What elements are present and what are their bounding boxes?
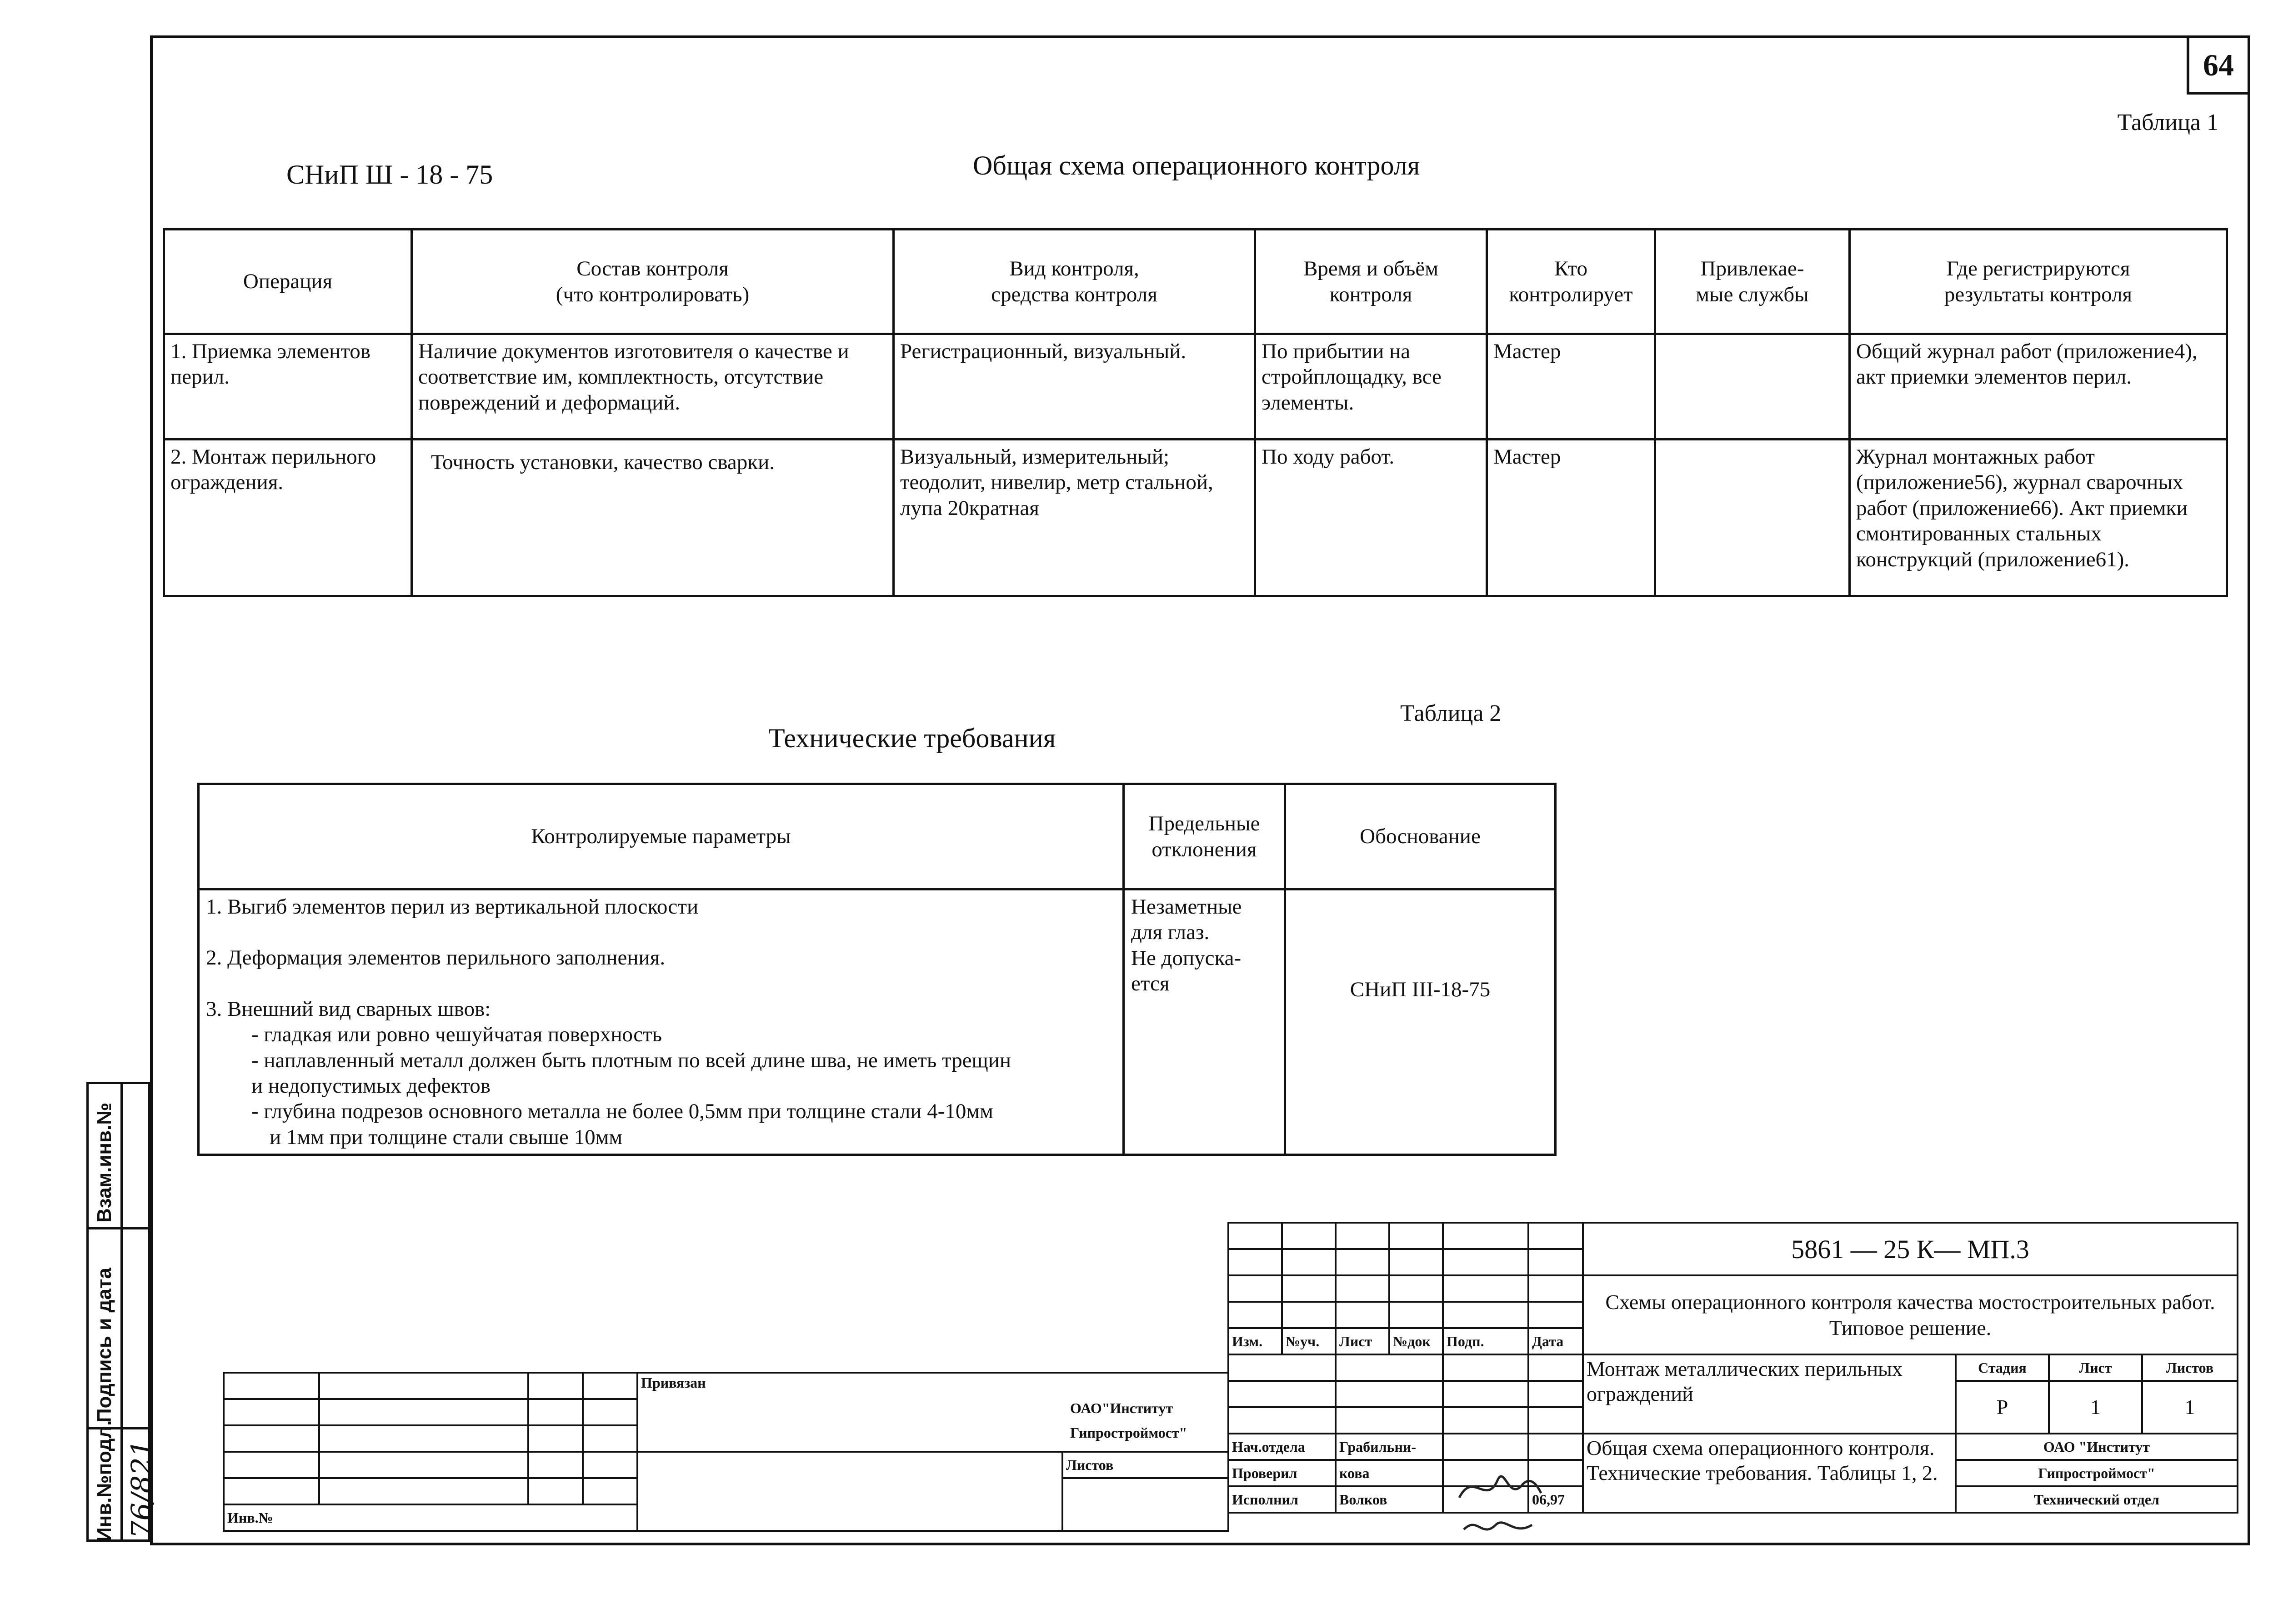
doc-title: Схемы операционного контроля качества мостостроительных работ. Типовое решение. [1583,1275,2238,1354]
deviation-cell: Незаметные для глаз. Не допуска-ется [1124,889,1285,1155]
signature-marks [1455,1461,1546,1543]
col-header: Где регистрируются результаты контроля [1850,230,2227,334]
stage: Р [1956,1381,2049,1434]
col-header: Время и объём контроля [1255,230,1487,334]
col-header: Кто контролирует [1487,230,1655,334]
table2-title: Технические требования [768,723,1056,753]
title-block: 5861 — 25 К— МП.3 Схемы операционного контроля качества мостостроительных работ. Типовое решение. Изм. №уч. Лист №док Подп. Дата Монтаж металлических перильных ограждений Стадия Лист Листов Р 1 1 Нач.отдела Грабильни- Общая схема операционного контроля. Технические требования. Таблицы 1, 2. ОАО "Институт Проверил кова Гипростроймост" Исполнил Волков 06,97 Технический отдел [1227,1222,2238,1514]
table1-caption: Таблица 1 [2117,110,2218,135]
signature-2 [1464,1523,1532,1529]
side-label-sign: Подпись и дата [93,1268,115,1423]
signature-1 [1459,1476,1541,1498]
sheet-title: Общая схема операционного контроля. Технические требования. Таблицы 1, 2. [1583,1434,1956,1513]
col-header: Контролируемые параметры [199,784,1124,889]
sheet: 1 [2049,1381,2142,1434]
table2-caption: Таблица 2 [1400,700,1502,726]
operational-control-table [163,228,2228,597]
side-label-inv: Инв.№подл. [93,1420,115,1542]
col-header: Предельные отклонения [1124,784,1285,889]
doc-code: СНиП Ш - 18 - 75 [286,160,493,190]
basis-cell: СНиП III-18-75 [1285,889,1556,1155]
binding-stamp: Привязан ОАО"Институт Гипростроймост" Листов Инв.№ [223,1372,1229,1532]
params-cell: 1. Выгиб элементов перил из вертикальной плоскости 2. Деформация элементов перильного заполнения. 3. Внешний вид сварных швов: - гладкая или ровно чешуйчатая поверхность - наплавленный металл должен быть плотным по всей длине шва, не иметь трещин и недопустимых дефектов - глубина подрезов основного металла не более 0,5мм при толщине стали 4-10мм и 1мм при толщине стали свыше 10мм [199,889,1124,1155]
table-row [199,889,1556,1155]
inv-label: Инв.№ [224,1504,637,1531]
col-header: Состав контроля (что контролировать) [412,230,894,334]
col-header: Операция [164,230,412,334]
col-header: Обоснование [1285,784,1556,889]
table1-title: Общая схема операционного контроля [973,150,1420,180]
section-name: Монтаж металлических перильных ограждений [1583,1354,1956,1434]
side-inv-number: 76/821 [125,1439,158,1539]
side-label-replace: Взам.инв.№ [93,1102,115,1223]
sheets: 1 [2142,1381,2238,1434]
technical-requirements-table [197,783,1557,1156]
table-row: 2. Монтаж перильного ограждения. Точность установки, качество сварки. Визуальный, измерительный; теодолит, нивелир, метр стальной, лупа 20кратная По ходу работ. Мастер Журнал монтажных работ (приложение56), журнал сварочных работ (приложение66). Акт приемки смонтированных стальных конструкций (приложение61). [164,440,2227,596]
bound-cell: Привязан ОАО"Институт Гипростроймост" [637,1373,1228,1452]
col-header: Вид контроля, средства контроля [894,230,1255,334]
doc-number: 5861 — 25 К— МП.3 [1583,1223,2238,1275]
page-number: 64 [2187,35,2250,95]
col-header: Привлекае- мые службы [1655,230,1850,334]
date-written: 06,97 [1528,1486,1583,1513]
table-row: 1. Приемка элементов перил. Наличие документов изготовителя о качестве и соответствие им, комплектность, отсутствие повреждений и деформаций. Регистрационный, визуальный. По прибытии на стройплощадку, все элементы. Мастер Общий журнал работ (приложение4), акт приемки элементов перил. [164,334,2227,440]
